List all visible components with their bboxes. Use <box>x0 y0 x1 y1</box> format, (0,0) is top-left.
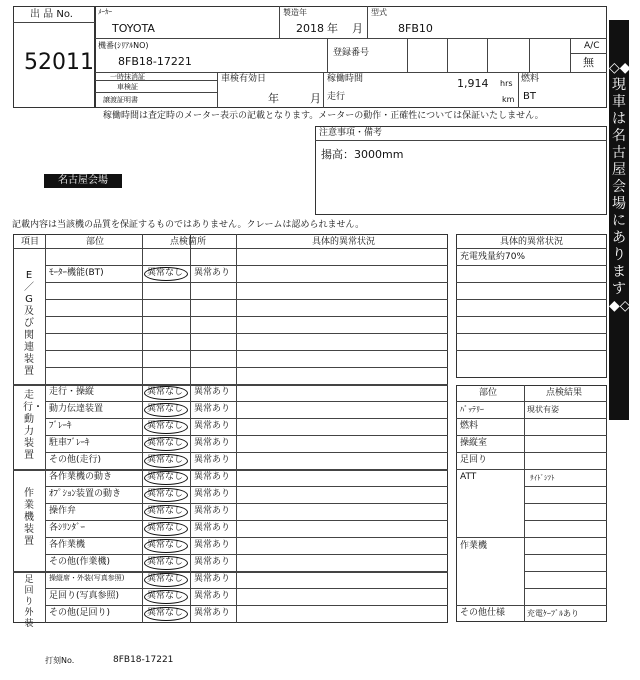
venue-tag: 名古屋会場 <box>44 174 122 188</box>
year-value: 2018 <box>296 22 324 35</box>
drive-row-part-4: その他(走行) <box>49 455 102 465</box>
body-row-0-ok-label: 異常なし <box>147 574 184 584</box>
stamp-value: 8FB18-17221 <box>113 655 174 665</box>
body-row-part-0: 操縦席・外装(写真参照) <box>49 574 125 582</box>
drive-row-3-ok-label: 異常なし <box>147 438 184 448</box>
drive-row-2-ok-label: 異常なし <box>147 421 184 431</box>
results-cab-label: 操縦室 <box>460 438 488 448</box>
year-unit: 年 <box>327 22 338 35</box>
work-row-part-2: 操作弁 <box>49 506 77 516</box>
drive-row-1-ng-label: 異常あり <box>194 404 231 414</box>
results-other-label: その他仕様 <box>460 608 506 618</box>
drive-row-part-3: 駐車ﾌﾞﾚｰｷ <box>49 438 90 448</box>
header-part: 部位 <box>86 237 105 247</box>
side-banner: ◇◆現車は名古屋会場にあります◆◇ <box>609 20 629 420</box>
engine-row-0-ok-label: 異常なし <box>147 268 184 278</box>
work-row-1-ng-label: 異常あり <box>194 489 231 499</box>
model-label: 型式 <box>371 8 387 17</box>
fuel-label: 燃料 <box>521 74 540 84</box>
body-row-1-ng-label: 異常あり <box>194 591 231 601</box>
cert-temp-label: 一時抹消証 <box>110 73 145 81</box>
lot-number: 52011 <box>24 50 94 75</box>
drive-row-0-ok-label: 異常なし <box>147 387 184 397</box>
hours-label: 稼働時間 <box>327 74 364 84</box>
results-part-header: 部位 <box>479 388 498 398</box>
work-row-part-1: ｵﾌﾟｼｮﾝ装置の動き <box>49 489 122 499</box>
body-row-2-ng-label: 異常あり <box>194 608 231 618</box>
body-row-part-1: 足回り(写真参照) <box>49 591 120 601</box>
right-detail-note: 充電残量約70% <box>460 252 526 262</box>
results-att-label: ATT <box>460 472 477 482</box>
ac-label: A/C <box>584 41 600 51</box>
header-check: 点検箇所 <box>170 237 207 247</box>
work-row-0-ok-label: 異常なし <box>147 472 184 482</box>
ac-value: 無 <box>583 56 594 69</box>
drive-row-4-ok-label: 異常なし <box>147 455 184 465</box>
work-row-5-ok-label: 異常なし <box>147 557 184 567</box>
body-row-part-2: その他(足回り) <box>49 608 111 618</box>
work-row-4-ng-label: 異常あり <box>194 540 231 550</box>
header-detail: 具体的異常状況 <box>312 237 376 247</box>
results-other-value: 充電ｹｰﾌﾞﾙあり <box>527 609 579 618</box>
results-fuel-label: 燃料 <box>460 421 479 431</box>
disclaimer-quality: 記載内容は当該機の品質を保証するものではありません。クレームは認められません。 <box>12 220 365 230</box>
work-row-5-ng-label: 異常あり <box>194 557 231 567</box>
cert-transfer-label: 譲渡証明書 <box>103 96 138 104</box>
body-row-2-ok-label: 異常なし <box>147 608 184 618</box>
right-detail-header: 具体的異常状況 <box>500 237 564 247</box>
category-drive: 走行・動力装置 <box>23 390 43 461</box>
category-body: 足回り外装 <box>24 575 34 629</box>
maker-value: TOYOTA <box>112 22 155 35</box>
drive-row-0-ng-label: 異常あり <box>194 387 231 397</box>
results-battery-label: ﾊﾞｯﾃﾘｰ <box>460 405 484 414</box>
inspection-label: 車検有効日 <box>221 74 267 84</box>
results-battery-value: 現状有姿 <box>527 405 559 414</box>
work-row-4-ok-label: 異常なし <box>147 540 184 550</box>
year-label: 製造年 <box>283 8 307 17</box>
serial-value: 8FB18-17221 <box>118 55 192 68</box>
work-row-part-4: 各作業機 <box>49 540 86 550</box>
serial-label: 機番(ｼﾘｱﾙNO) <box>98 41 149 50</box>
work-row-0-ng-label: 異常あり <box>194 472 231 482</box>
hours-value: 1,914 <box>457 77 489 90</box>
notes-label: 注意事項・備考 <box>319 128 383 138</box>
work-row-2-ok-label: 異常なし <box>147 506 184 516</box>
drive-row-1-ok-label: 異常なし <box>147 404 184 414</box>
maker-label: ﾒｰｶｰ <box>98 8 112 16</box>
drive-row-2-ng-label: 異常あり <box>194 421 231 431</box>
cert-inspection-label: 車検証 <box>117 83 138 91</box>
km-unit: km <box>502 95 515 104</box>
work-row-part-0: 各作業機の動き <box>49 472 113 482</box>
month-unit: 月 <box>352 22 363 35</box>
results-work-label: 作業機 <box>460 541 488 551</box>
results-att-value: ｻｲﾄﾞｼﾌﾄ <box>530 474 555 482</box>
insp-year-unit: 年 <box>268 92 279 105</box>
lot-label: 出 品 No. <box>30 9 73 20</box>
hours-unit: hrs <box>500 79 513 88</box>
work-row-part-5: その他(作業機) <box>49 557 111 567</box>
body-row-0-ng-label: 異常あり <box>194 574 231 584</box>
work-row-part-3: 各ｼﾘﾝﾀﾞｰ <box>49 523 86 533</box>
work-row-2-ng-label: 異常あり <box>194 506 231 516</box>
results-legs-label: 足回り <box>460 455 488 465</box>
drive-row-part-0: 走行・操縦 <box>49 387 95 397</box>
reg-label: 登録番号 <box>333 48 370 58</box>
drive-row-part-2: ﾌﾞﾚｰｷ <box>49 421 72 431</box>
insp-month-unit: 月 <box>310 92 321 105</box>
work-row-3-ok-label: 異常なし <box>147 523 184 533</box>
body-row-1-ok-label: 異常なし <box>147 591 184 601</box>
running-label: 走行 <box>327 92 346 102</box>
results-result-header: 点検結果 <box>546 388 583 398</box>
work-row-3-ng-label: 異常あり <box>194 523 231 533</box>
drive-row-4-ng-label: 異常あり <box>194 455 231 465</box>
notes-value: 揚高：3000mm <box>321 148 404 161</box>
engine-row-part: ﾓｰﾀｰ機能(BT) <box>49 268 104 278</box>
drive-row-3-ng-label: 異常あり <box>194 438 231 448</box>
disclaimer-hours: 稼働時間は査定時のメーター表示の記載となります。メーターの動作・正確性については保証いたしません。 <box>103 111 544 121</box>
engine-row-0-ng-label: 異常あり <box>194 268 231 278</box>
drive-row-part-1: 動力伝達装置 <box>49 404 104 414</box>
category-engine: E／G及び関連装置 <box>24 270 34 377</box>
category-work: 作業機装置 <box>24 488 34 547</box>
fuel-value: BT <box>523 91 536 102</box>
header-item: 項目 <box>21 237 40 247</box>
stamp-label: 打刻No. <box>45 656 75 665</box>
model-value: 8FB10 <box>398 22 433 35</box>
work-row-1-ok-label: 異常なし <box>147 489 184 499</box>
